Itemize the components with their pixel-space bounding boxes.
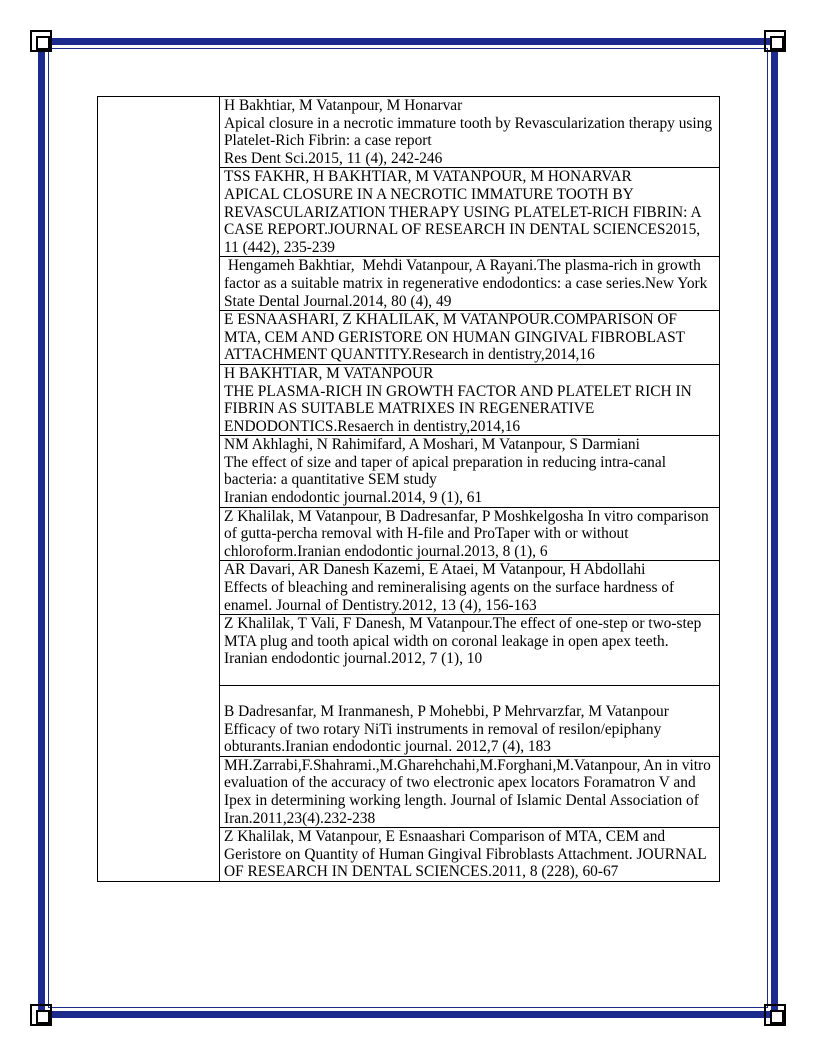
publication-text: Hengameh Bakhtiar, Mehdi Vatanpour, A Rayani.The plasma-rich in growth factor as a suitable matrix in regenerative endodontics: a case series.New York State Dental Journal.2014, 80 (4), 49 (224, 257, 712, 310)
publication-cell (220, 828, 720, 882)
corner-ornament (764, 30, 786, 52)
corner-ornament (764, 1004, 786, 1026)
publication-cell (220, 756, 720, 827)
publication-cell (220, 168, 720, 257)
publication-text: Z Khalilak, M Vatanpour, B Dadresanfar, P Moshkelgosha In vitro comparison of gutta-percha removal with H-file and ProTaper with or without chloroform.Iranian endodontic journal.2013, 8 (1), 6 (224, 507, 713, 560)
publication-cell (220, 561, 720, 615)
label-column (98, 97, 220, 882)
publication-text: Z Khalilak, M Vatanpour, E Esnaashari Comparison of MTA, CEM and Geristore on Quantity of Human Gingival Fibroblasts Attachment. JOURNAL OF RESEARCH IN DENTAL SCIENCES.2011, 8 (228), 60-67 (224, 828, 710, 881)
publication-text: Z Khalilak, T Vali, F Danesh, M Vatanpour.The effect of one-step or two-step MTA plug and tooth apical width on coronal leakage in open apex teeth. Iranian endodontic journal.2012, 7 (1), 10 (224, 615, 706, 668)
publications-table (97, 96, 720, 882)
publication-text: B Dadresanfar, M Iranmanesh, P Mohebbi, P Mehrvarzfar, M Vatanpour Efficacy of two rotary NiTi instruments in removal of resilon/epiphany obturants.Iranian endodontic journal. 2012,7 (4), 183 (224, 703, 669, 756)
publication-text: MH.Zarrabi,F.Shahrami.,M.Gharehchahi,M.Forghani,M.Vatanpour, An in vitro evaluation of the accuracy of two electronic apex locators Foramatron V and Ipex in determining working length. Journal of Islamic Dental Association of Iran.2011,23(4).232-238 (224, 756, 715, 827)
publication-cell (220, 436, 720, 507)
publication-cell (220, 257, 720, 311)
publication-text: NM Akhlaghi, N Rahimifard, A Moshari, M Vatanpour, S Darmiani The effect of size and taper of apical preparation in reducing intra-canal bacteria: a quantitative SEM study Iranian endodontic journal.2014, 9 (1), 61 (224, 436, 666, 507)
publication-cell (220, 615, 720, 686)
publication-text: E ESNAASHARI, Z KHALILAK, M VATANPOUR.COMPARISON OF MTA, CEM AND GERISTORE ON HUMAN GINGIVAL FIBROBLAST ATTACHMENT QUANTITY.Research in dentistry,2014,16 (224, 311, 688, 364)
corner-ornament (30, 1004, 52, 1026)
publication-text: TSS FAKHR, H BAKHTIAR, M VATANPOUR, M HONARVAR APICAL CLOSURE IN A NECROTIC IMMATURE TOOTH BY REVASCULARIZATION THERAPY USING PLATELET-RICH FIBRIN: A CASE REPORT.JOURNAL OF RESEARCH IN DENTAL SCIENCES2015, 11 (442), 235-239 (224, 168, 701, 256)
publication-text: H BAKHTIAR, M VATANPOUR THE PLASMA-RICH IN GROWTH FACTOR AND PLATELET RICH IN FIBRIN AS SUITABLE MATRIXES IN REGENERATIVE ENDODONTICS.Resaerch in dentistry,2014,16 (224, 364, 692, 435)
publication-cell (220, 97, 720, 168)
publication-cell (220, 686, 720, 757)
publication-text: AR Davari, AR Danesh Kazemi, E Ataei, M Vatanpour, H Abdollahi Effects of bleaching and remineralising agents on the surface hardness of enamel. Journal of Dentistry.2012, 13 (4), 156-163 (224, 561, 675, 614)
corner-ornament (30, 30, 52, 52)
publication-cell (220, 507, 720, 561)
publication-cell (220, 311, 720, 365)
table-row (98, 97, 720, 168)
publication-text: H Bakhtiar, M Vatanpour, M Honarvar Apical closure in a necrotic immature tooth by Revascularization therapy using Platelet-Rich Fibrin: a case report Res Dent Sci.2015, 11 (4), 242-246 (224, 97, 713, 167)
publication-cell (220, 364, 720, 435)
